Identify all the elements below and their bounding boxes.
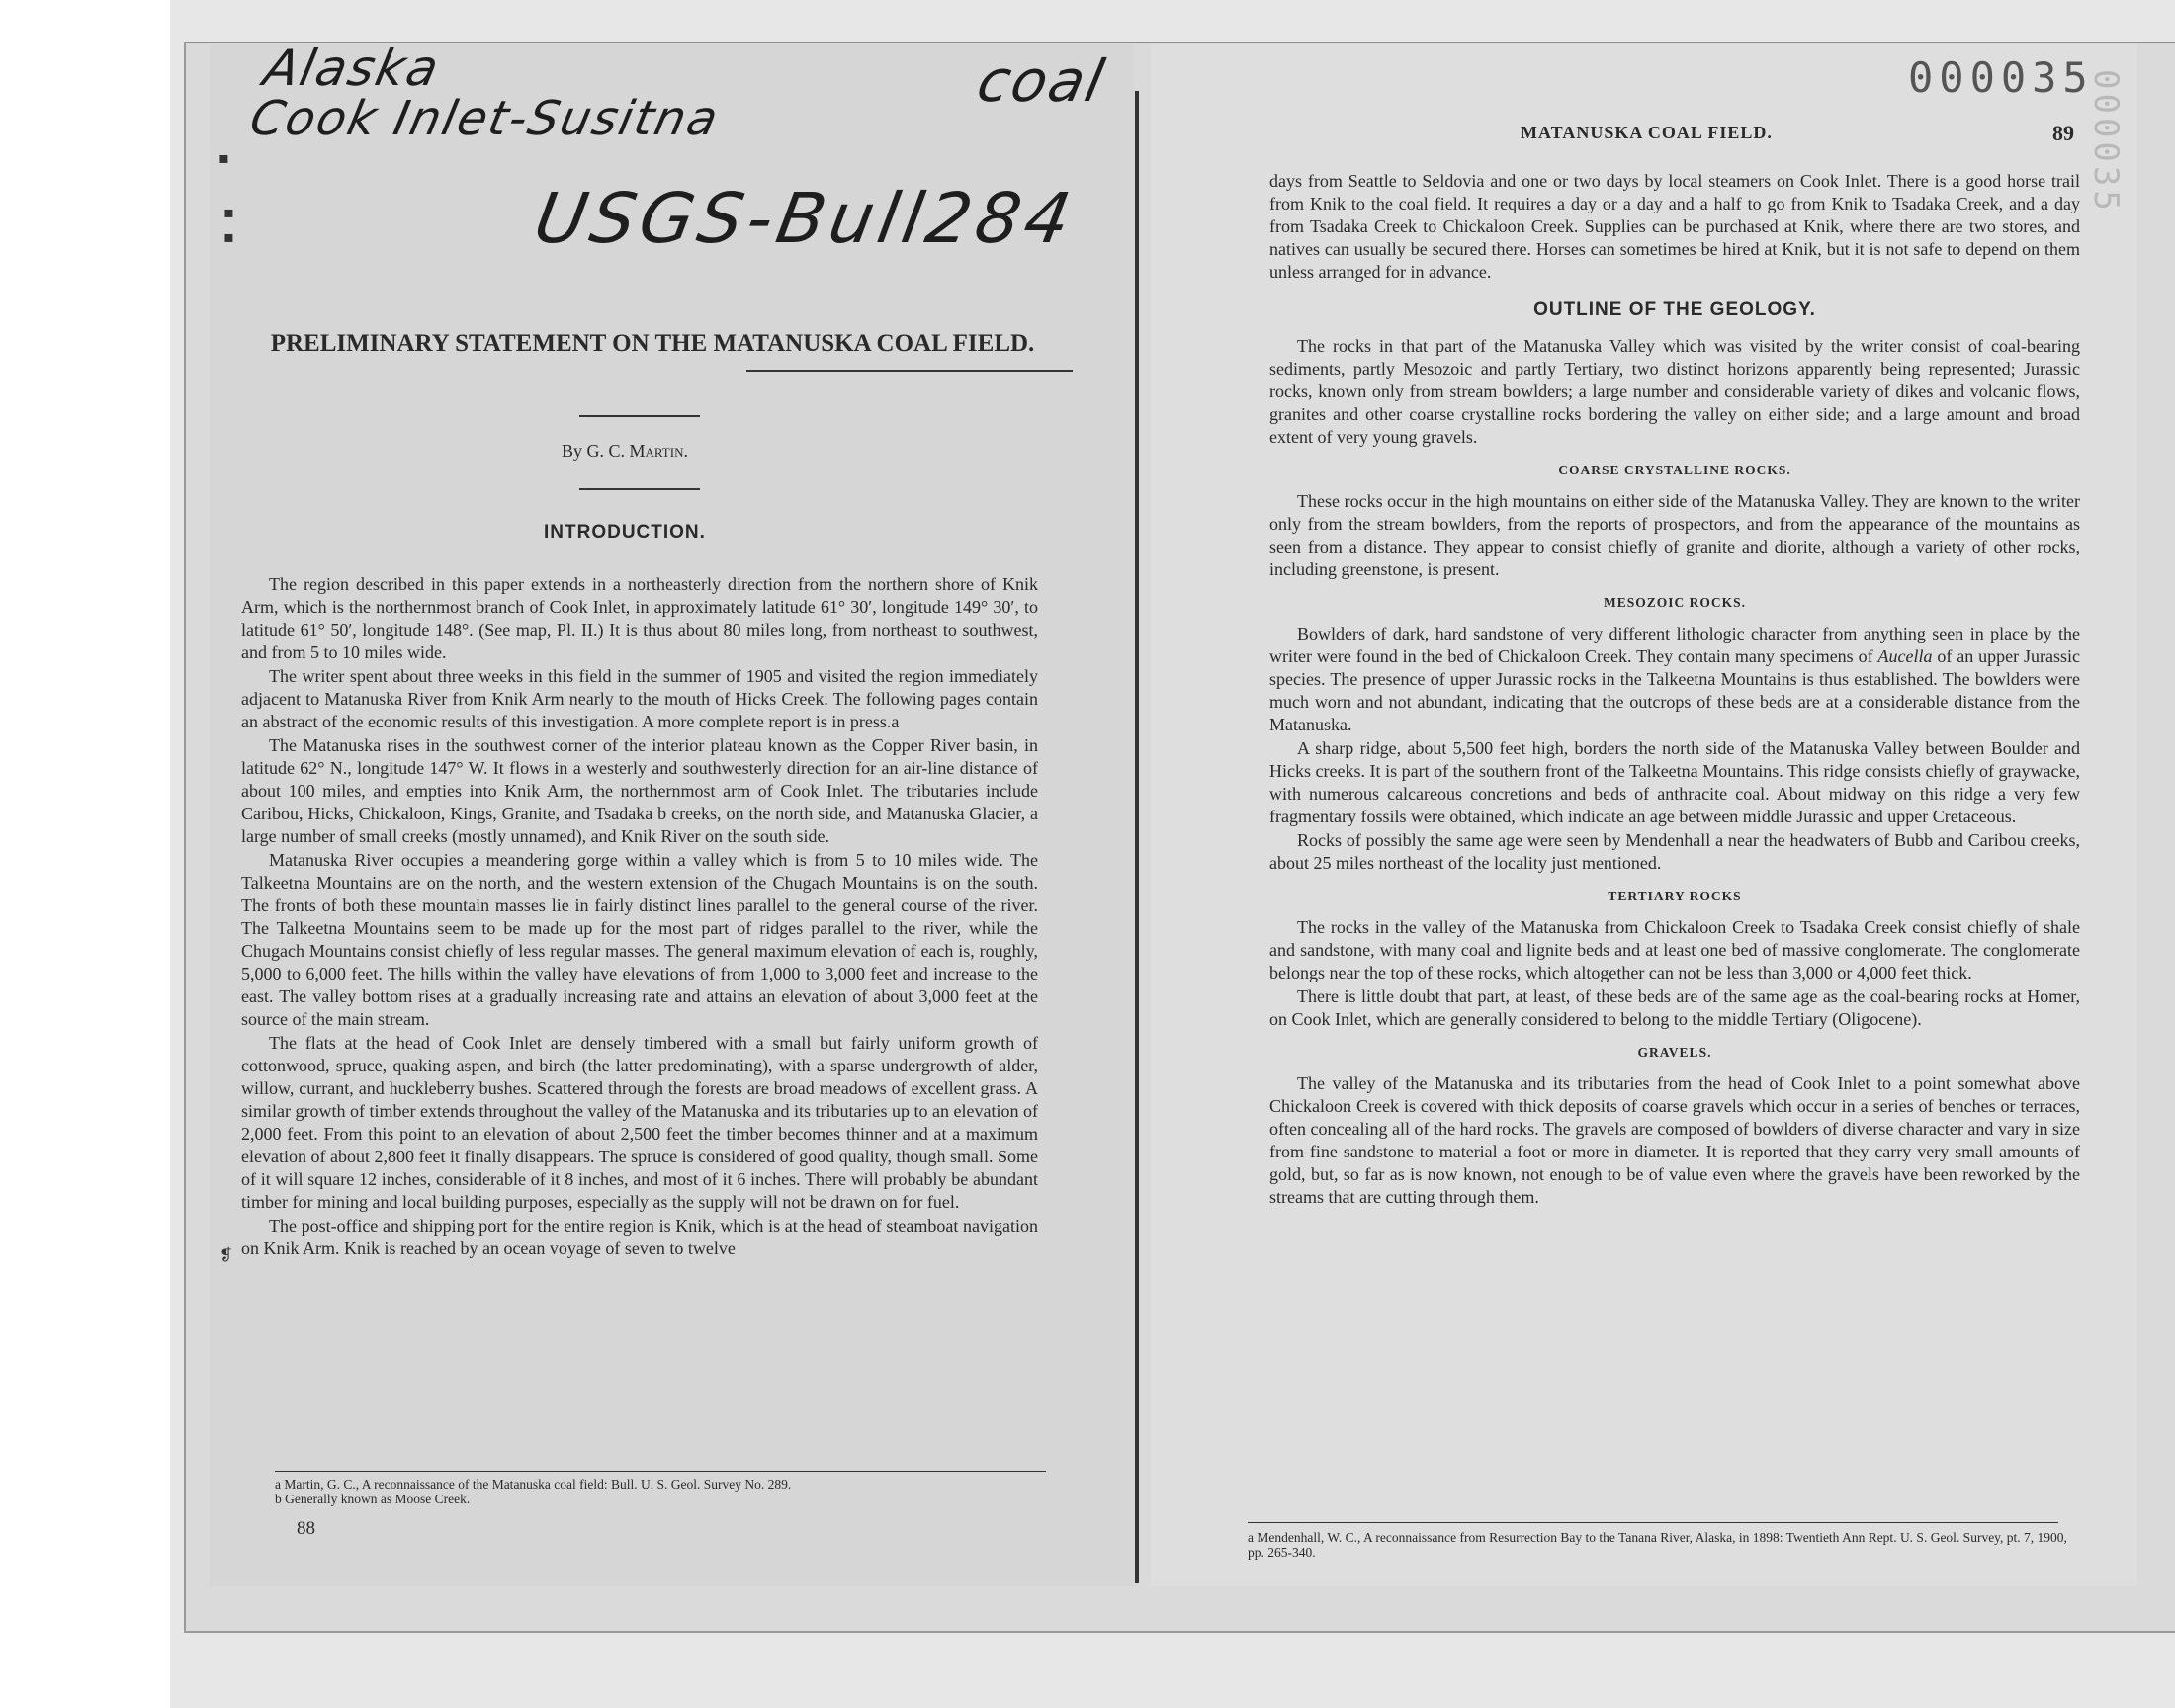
mesozoic-paragraph-2: A sharp ridge, about 5,500 feet high, borders the north side of the Matanuska Valley between Boulder and Hicks creeks. It is part of the southern front of the Talkeetna Mountains. This ridge consists chiefly of graywacke, with numerous calcareous concretions and beds of anthracite coal. About midway on this ridge a very few fragmentary fossils were obtained, which indicate an age between middle Jurassic and upper Cretaceous. xyxy=(1269,738,2080,826)
footnote-mendenhall: a Mendenhall, W. C., A reconnaissance from Resurrection Bay to the Tanana River, Alaska, in 1898: Twentieth Ann Rept. U. S. Geol. Survey, pt. 7, 1900, pp. 265-340. xyxy=(1248,1530,2067,1560)
handwritten-state-note: Alaska xyxy=(258,40,446,97)
margin-mark: ▪ xyxy=(223,203,234,221)
title-rule xyxy=(579,415,700,417)
document-number-stamp: 000035 xyxy=(1908,53,2094,102)
margin-mark: ▪ xyxy=(223,227,234,246)
right-footnote-rule xyxy=(1248,1522,2058,1523)
intro-paragraph-3: The Matanuska rises in the southwest corner of the interior plateau known as the Copper River basin, in latitude 62° N., longitude 147° W. It flows in a westerly and southwesterly direction for an air-line distance of about 100 miles, and empties into Knik Arm, the northernmost arm of Cook Inlet. The tributaries include Caribou, Hicks, Chickaloon, Kings, Granite, and Tsadaka b creeks, on the north side, and Matanuska Glacier, a large number of small creeks (mostly unnamed), and Knik River on the south side. xyxy=(241,735,1038,846)
article-title: PRELIMINARY STATEMENT ON THE MATANUSKA COAL FIELD. xyxy=(270,330,1035,357)
bleed-through-stamp: 000035 xyxy=(2086,69,2126,214)
left-page-body xyxy=(241,573,1038,1261)
byline-rule xyxy=(579,488,700,490)
continued-paragraph: days from Seattle to Seldovia and one or two days by local steamers on Cook Inlet. There is a good horse trail from Knik to the coal field. It requires a day or a day and a half to go from Knik to Tsadaka Creek, and a day from Tsadaka Creek to Chickaloon Creek. Supplies can be purchased at Knik, where there are two stores, and natives can usually be secured there. Horses can sometimes be hired at Knik, but it is not safe to depend on them unless arranged for in advance. xyxy=(1269,171,2080,282)
intro-paragraph-6: The post-office and shipping port for the entire region is Knik, which is at the head of steamboat navigation on Knik Arm. Knik is reached by an ocean voyage of seven to twelve xyxy=(241,1216,1038,1258)
introduction-heading: INTRODUCTION. xyxy=(544,522,706,543)
title-underline xyxy=(746,370,1073,372)
tertiary-paragraph-1: The rocks in the valley of the Matanuska from Chickaloon Creek to Tsadaka Creek consist chiefly of shale and sandstone, with many coal and lignite beds and at least one bed of massive conglomerate. The conglomerate belongs near the top of these rocks, which altogether can not be less than 3,000 or 4,000 feet thick. xyxy=(1269,917,2080,982)
handwritten-region-note: Cook Inlet-Susitna xyxy=(245,91,725,146)
tertiary-paragraph-2: There is little doubt that part, at least, of these beds are of the same age as the coal-bearing rocks at Homer, on Cook Inlet, which are generally considered to belong to the middle Tertiary (Oligocene). xyxy=(1269,986,2080,1029)
genus-name: Aucella xyxy=(1877,646,1933,666)
byline xyxy=(562,441,688,462)
mesozoic-rocks-heading: MESOZOIC ROCKS. xyxy=(1603,595,1747,610)
byline-prefix: By xyxy=(562,441,583,461)
geology-paragraph: The rocks in that part of the Matanuska Valley which was visited by the writer consist of coal-bearing sediments, partly Mesozoic and partly Tertiary, two distinct horizons apparently being represented; Jurassic rocks, known only from stream bowlders; a large number and considerable variety of dikes and volcanic flows, granites and other coarse crystalline rocks bordering the valley on either side; and a large amount and broad extent of very young gravels. xyxy=(1269,336,2080,447)
intro-paragraph-1: The region described in this paper extends in a northeasterly direction from the northern shore of Knik Arm, which is the northernmost branch of Cook Inlet, in approximately latitude 61° 30′, longitude 149° 30′, to latitude 61° 50′, longitude 148°. (See map, Pl. II.) It is thus about 80 miles long, from northeast to southwest, and from 5 to 10 miles wide. xyxy=(241,574,1038,662)
running-head: MATANUSKA COAL FIELD. xyxy=(1521,123,1773,142)
right-page-body xyxy=(1269,170,2080,1210)
mesozoic-paragraph-3: Rocks of possibly the same age were seen by Mendenhall a near the headwaters of Bubb and Caribou creeks, about 25 miles northeast of the locality just mentioned. xyxy=(1269,830,2080,873)
footnote-b: b Generally known as Moose Creek. xyxy=(275,1492,471,1506)
intro-paragraph-4: Matanuska River occupies a meandering gorge within a valley which is from 5 to 10 miles wide. The Talkeetna Mountains are on the north, and the western extension of the Chugach Mountains is on the south. The fronts of both these mountain masses lie in fairly distinct lines parallel to the general course of the river. The Talkeetna Mountains seem to be made up for the most part of ridges parallel to the river, while the Chugach Mountains consist chiefly of less regular masses. The general maximum elevation of each is, roughly, 5,000 to 6,000 feet. The hills within the valley have elevations of from 1,000 to 3,000 feet and increase to the east. The valley bottom rises at a gradually increasing rate and attains an elevation of about 3,000 feet at the source of the main stream. xyxy=(241,850,1038,1029)
tertiary-rocks-heading: TERTIARY ROCKS xyxy=(1608,889,1742,903)
gravels-paragraph: The valley of the Matanuska and its tributaries from the head of Cook Inlet to a point somewhat above Chickaloon Creek is covered with thick deposits of coarse gravels which occur in a series of benches or terraces, often concealing all of the hard rocks. The gravels are composed of bowlders of diverse character and vary in size from fine sandstone to material a foot or more in diameter. It is reported that they carry very small amounts of gold, but, so far as is now known, not enough to be of value even where the gravels have been reworked by the streams that are cutting through them. xyxy=(1269,1073,2080,1207)
mesozoic-text-before: Bowlders of dark, hard sandstone of very different lithologic character from anything seen in place by the writer were found in the bed of Chickaloon Creek. They contain many specimens of xyxy=(1269,624,2080,666)
handwritten-subject-note: coal xyxy=(971,47,1112,115)
left-footnotes xyxy=(275,1477,1046,1506)
footnote-a: a Martin, G. C., A reconnaissance of the Matanuska coal field: Bull. U. S. Geol. Survey No. 289. xyxy=(275,1477,792,1492)
right-footnotes xyxy=(1248,1530,2078,1560)
gravels-heading: GRAVELS. xyxy=(1637,1045,1712,1060)
left-footnote-rule xyxy=(275,1471,1046,1472)
left-page-number: 88 xyxy=(297,1518,315,1539)
crystalline-rocks-paragraph: These rocks occur in the high mountains on either side of the Matanuska Valley. They are known to the writer only from the stream bowlders, from the reports of prospectors, and from the appearance of the mountains as seen from a distance. They appear to consist chiefly of granite and diorite, although a variety of other rocks, including greenstone, is present. xyxy=(1269,491,2080,579)
mesozoic-paragraph-1 xyxy=(1269,623,2080,736)
page-spine-divider xyxy=(1135,91,1139,1583)
byline-author: G. C. Martin. xyxy=(586,441,688,461)
right-page-number: 89 xyxy=(2052,121,2074,145)
intro-paragraph-5: The flats at the head of Cook Inlet are densely timbered with a small but fairly uniform growth of cottonwood, spruce, quaking aspen, and birch (the latter predominating), with a sparse undergrowth of alder, willow, currant, and huckleberry bushes. Scattered through the forests are broad meadows of excellent grass. A similar growth of timber extends throughout the valley of the Matanuska and its tributaries up to an elevation of 2,000 feet. From this point to an elevation of about 2,500 feet the timber becomes thinner and at a maximum elevation of about 2,800 feet it finally disappears. The spruce is considered of good quality, though small. Some of it will square 12 inches, considerable of it 8 inches, and most of it 6 inches. There will probably be abundant timber for mining and local building purposes, especially as the supply will not be drawn on for fuel. xyxy=(241,1033,1038,1212)
margin-mark: ▪ xyxy=(218,148,229,167)
geology-heading: OUTLINE OF THE GEOLOGY. xyxy=(1533,299,1816,320)
handwritten-reference-note: USGS-Bull284 xyxy=(528,178,1082,259)
mesozoic-text-after: of an upper Jurassic species. The presence of upper Jurassic rocks in the Talkeetna Mountains is thus established. The bowlders were much worn and not abundant, indicating that the outcrops of these beds are at a considerable distance from the Matanuska. xyxy=(1269,646,2081,734)
intro-paragraph-2: The writer spent about three weeks in this field in the summer of 1905 and visited the region immediately adjacent to Matanuska River from Knik Arm nearly to the mouth of Hicks Creek. The following pages contain an abstract of the economic results of this investigation. A more complete report is in press.a xyxy=(241,666,1038,731)
crystalline-rocks-heading: COARSE CRYSTALLINE ROCKS. xyxy=(1558,463,1791,477)
margin-mark: ❡ xyxy=(219,1245,233,1264)
